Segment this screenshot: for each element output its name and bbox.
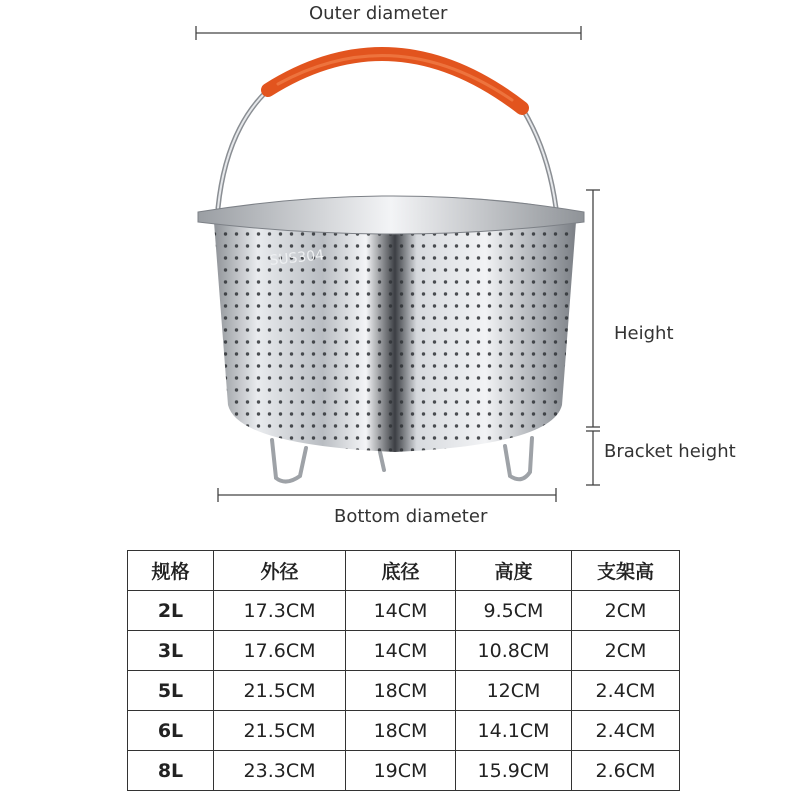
cell-size: 5L	[128, 671, 214, 711]
header-outer-diameter: 外径	[214, 551, 346, 591]
cell-bottom-diameter: 18CM	[346, 711, 456, 751]
outer-diameter-dimension-line	[196, 26, 581, 40]
cell-height: 12CM	[456, 671, 572, 711]
cell-outer-diameter: 21.5CM	[214, 711, 346, 751]
outer-diameter-label: Outer diameter	[309, 3, 448, 24]
bracket-height-label: Bracket height	[604, 441, 736, 462]
cell-bracket-height: 2.4CM	[572, 671, 680, 711]
table-header-row	[128, 551, 680, 591]
size-spec-table	[127, 550, 680, 791]
header-height: 高度	[456, 551, 572, 591]
table-row	[128, 591, 680, 631]
cell-bottom-diameter: 14CM	[346, 591, 456, 631]
cell-outer-diameter: 21.5CM	[214, 671, 346, 711]
bottom-diameter-label: Bottom diameter	[334, 506, 488, 527]
height-label: Height	[614, 323, 674, 344]
cell-bracket-height: 2CM	[572, 631, 680, 671]
cell-bottom-diameter: 19CM	[346, 751, 456, 791]
cell-outer-diameter: 17.3CM	[214, 591, 346, 631]
cell-size: 6L	[128, 711, 214, 751]
cell-bracket-height: 2.6CM	[572, 751, 680, 791]
cell-size: 2L	[128, 591, 214, 631]
table-row	[128, 671, 680, 711]
bracket-height-dimension-line	[586, 431, 600, 485]
cell-height: 14.1CM	[456, 711, 572, 751]
header-bracket-height: 支架高	[572, 551, 680, 591]
cell-height: 15.9CM	[456, 751, 572, 791]
cell-size: 3L	[128, 631, 214, 671]
handle-grip	[268, 54, 522, 108]
table-row	[128, 711, 680, 751]
cell-bracket-height: 2.4CM	[572, 711, 680, 751]
cell-bracket-height: 2CM	[572, 591, 680, 631]
table-row	[128, 751, 680, 791]
sus304-marking: SUS304	[268, 247, 325, 269]
cell-outer-diameter: 23.3CM	[214, 751, 346, 791]
cell-size: 8L	[128, 751, 214, 791]
cell-height: 10.8CM	[456, 631, 572, 671]
bottom-diameter-dimension-line	[218, 488, 556, 502]
handle-wire	[218, 90, 556, 208]
height-dimension-line	[586, 190, 600, 427]
basket-rim	[198, 196, 584, 234]
table-row	[128, 631, 680, 671]
header-spec: 规格	[128, 551, 214, 591]
cell-bottom-diameter: 18CM	[346, 671, 456, 711]
cell-height: 9.5CM	[456, 591, 572, 631]
header-bottom-diameter: 底径	[346, 551, 456, 591]
cell-bottom-diameter: 14CM	[346, 631, 456, 671]
cell-outer-diameter: 17.6CM	[214, 631, 346, 671]
